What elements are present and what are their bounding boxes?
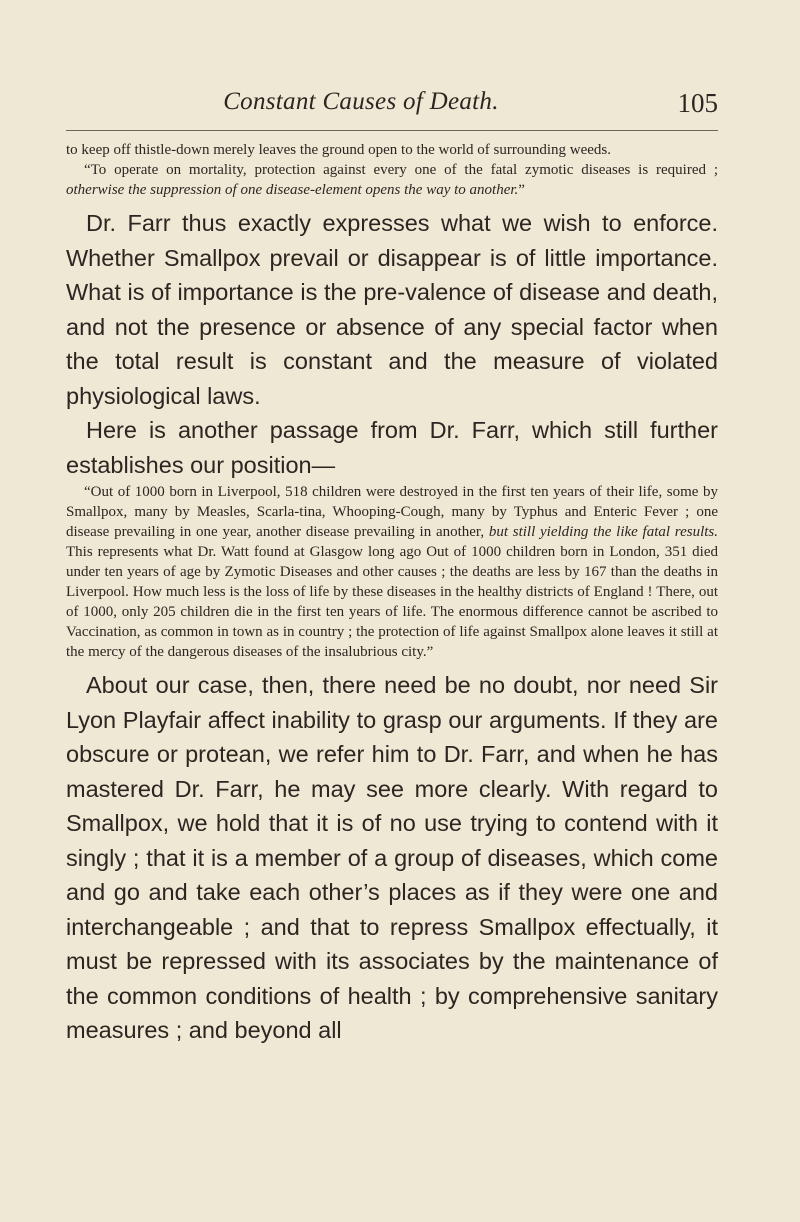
page-header [66, 88, 718, 128]
quote-italic-text: otherwise the suppression of one disease-element opens the way to another. [66, 182, 519, 198]
quote-italic-text: but still yielding the like fatal results. [488, 524, 718, 540]
body-text [66, 140, 718, 1048]
running-title: Constant Causes of Death. [223, 88, 499, 115]
paragraph-continuation: to keep off thistle-down merely leaves the ground open to the world of surrounding weeds. [66, 142, 612, 158]
header-rule [66, 130, 718, 131]
quote-text: “Out of 1000 born in Liverpool, 518 children were destroyed in the first ten years of their life, some by Smallpox, many by Measles, Scarla-tina, Whooping-Cough, many by Typhus and Enteric Fever ; one disease prevailing in one year, another disease prevailing in another, [66, 484, 718, 540]
paragraph-about-our-case: About our case, then, there need be no doubt, nor need Sir Lyon Playfair affect inability to grasp our arguments. If they are obscure or protean, we refer him to Dr. Farr, and when he has mastered Dr. Farr, he may see more clearly. With regard to Smallpox, we hold that it is of no use trying to contend with it singly ; that it is a member of a group of diseases, which come and go and take each other’s places as if they were one and interchangeable ; and that to repress Smallpox effectually, it must be repressed with its associates by the maintenance of the common conditions of health ; by comprehensive sanitary measures ; and beyond all [66, 672, 718, 1043]
paragraph-dr-farr-expresses: Dr. Farr thus exactly expresses what we wish to enforce. Whether Smallpox prevail or disappear is of little importance. What is of importance is the pre-valence of disease and death, and not the presence or absence of any special factor when the total result is constant and the measure of violated physiological laws. [66, 210, 718, 409]
paragraph-another-passage: Here is another passage from Dr. Farr, which still further establishes our position— [66, 417, 718, 478]
paragraph-farr-quote-1 [66, 160, 718, 200]
quote-text-continued: This represents what Dr. Watt found at Glasgow long ago Out of 1000 children born in London, 351 died under ten years of age by Zymotic Diseases and other causes ; the deaths are less by 167 than the deaths in Liverpool. How much less is the loss of life by these diseases in the healthy districts of England ! There, out of 1000, only 205 children die in the first ten years of life. The enormous difference cannot be ascribed to Vaccination, as common in town as in country ; the protection of life against Smallpox alone leaves it still at the mercy of the dangerous diseases of the insalubrious city.” [66, 544, 718, 660]
page-number: 105 [677, 88, 718, 118]
paragraph-farr-quote-2 [66, 482, 718, 662]
quote-close: ” [518, 182, 525, 198]
quote-text: “To operate on mortality, protection against every one of the fatal zymotic diseases is required ; [84, 162, 718, 178]
